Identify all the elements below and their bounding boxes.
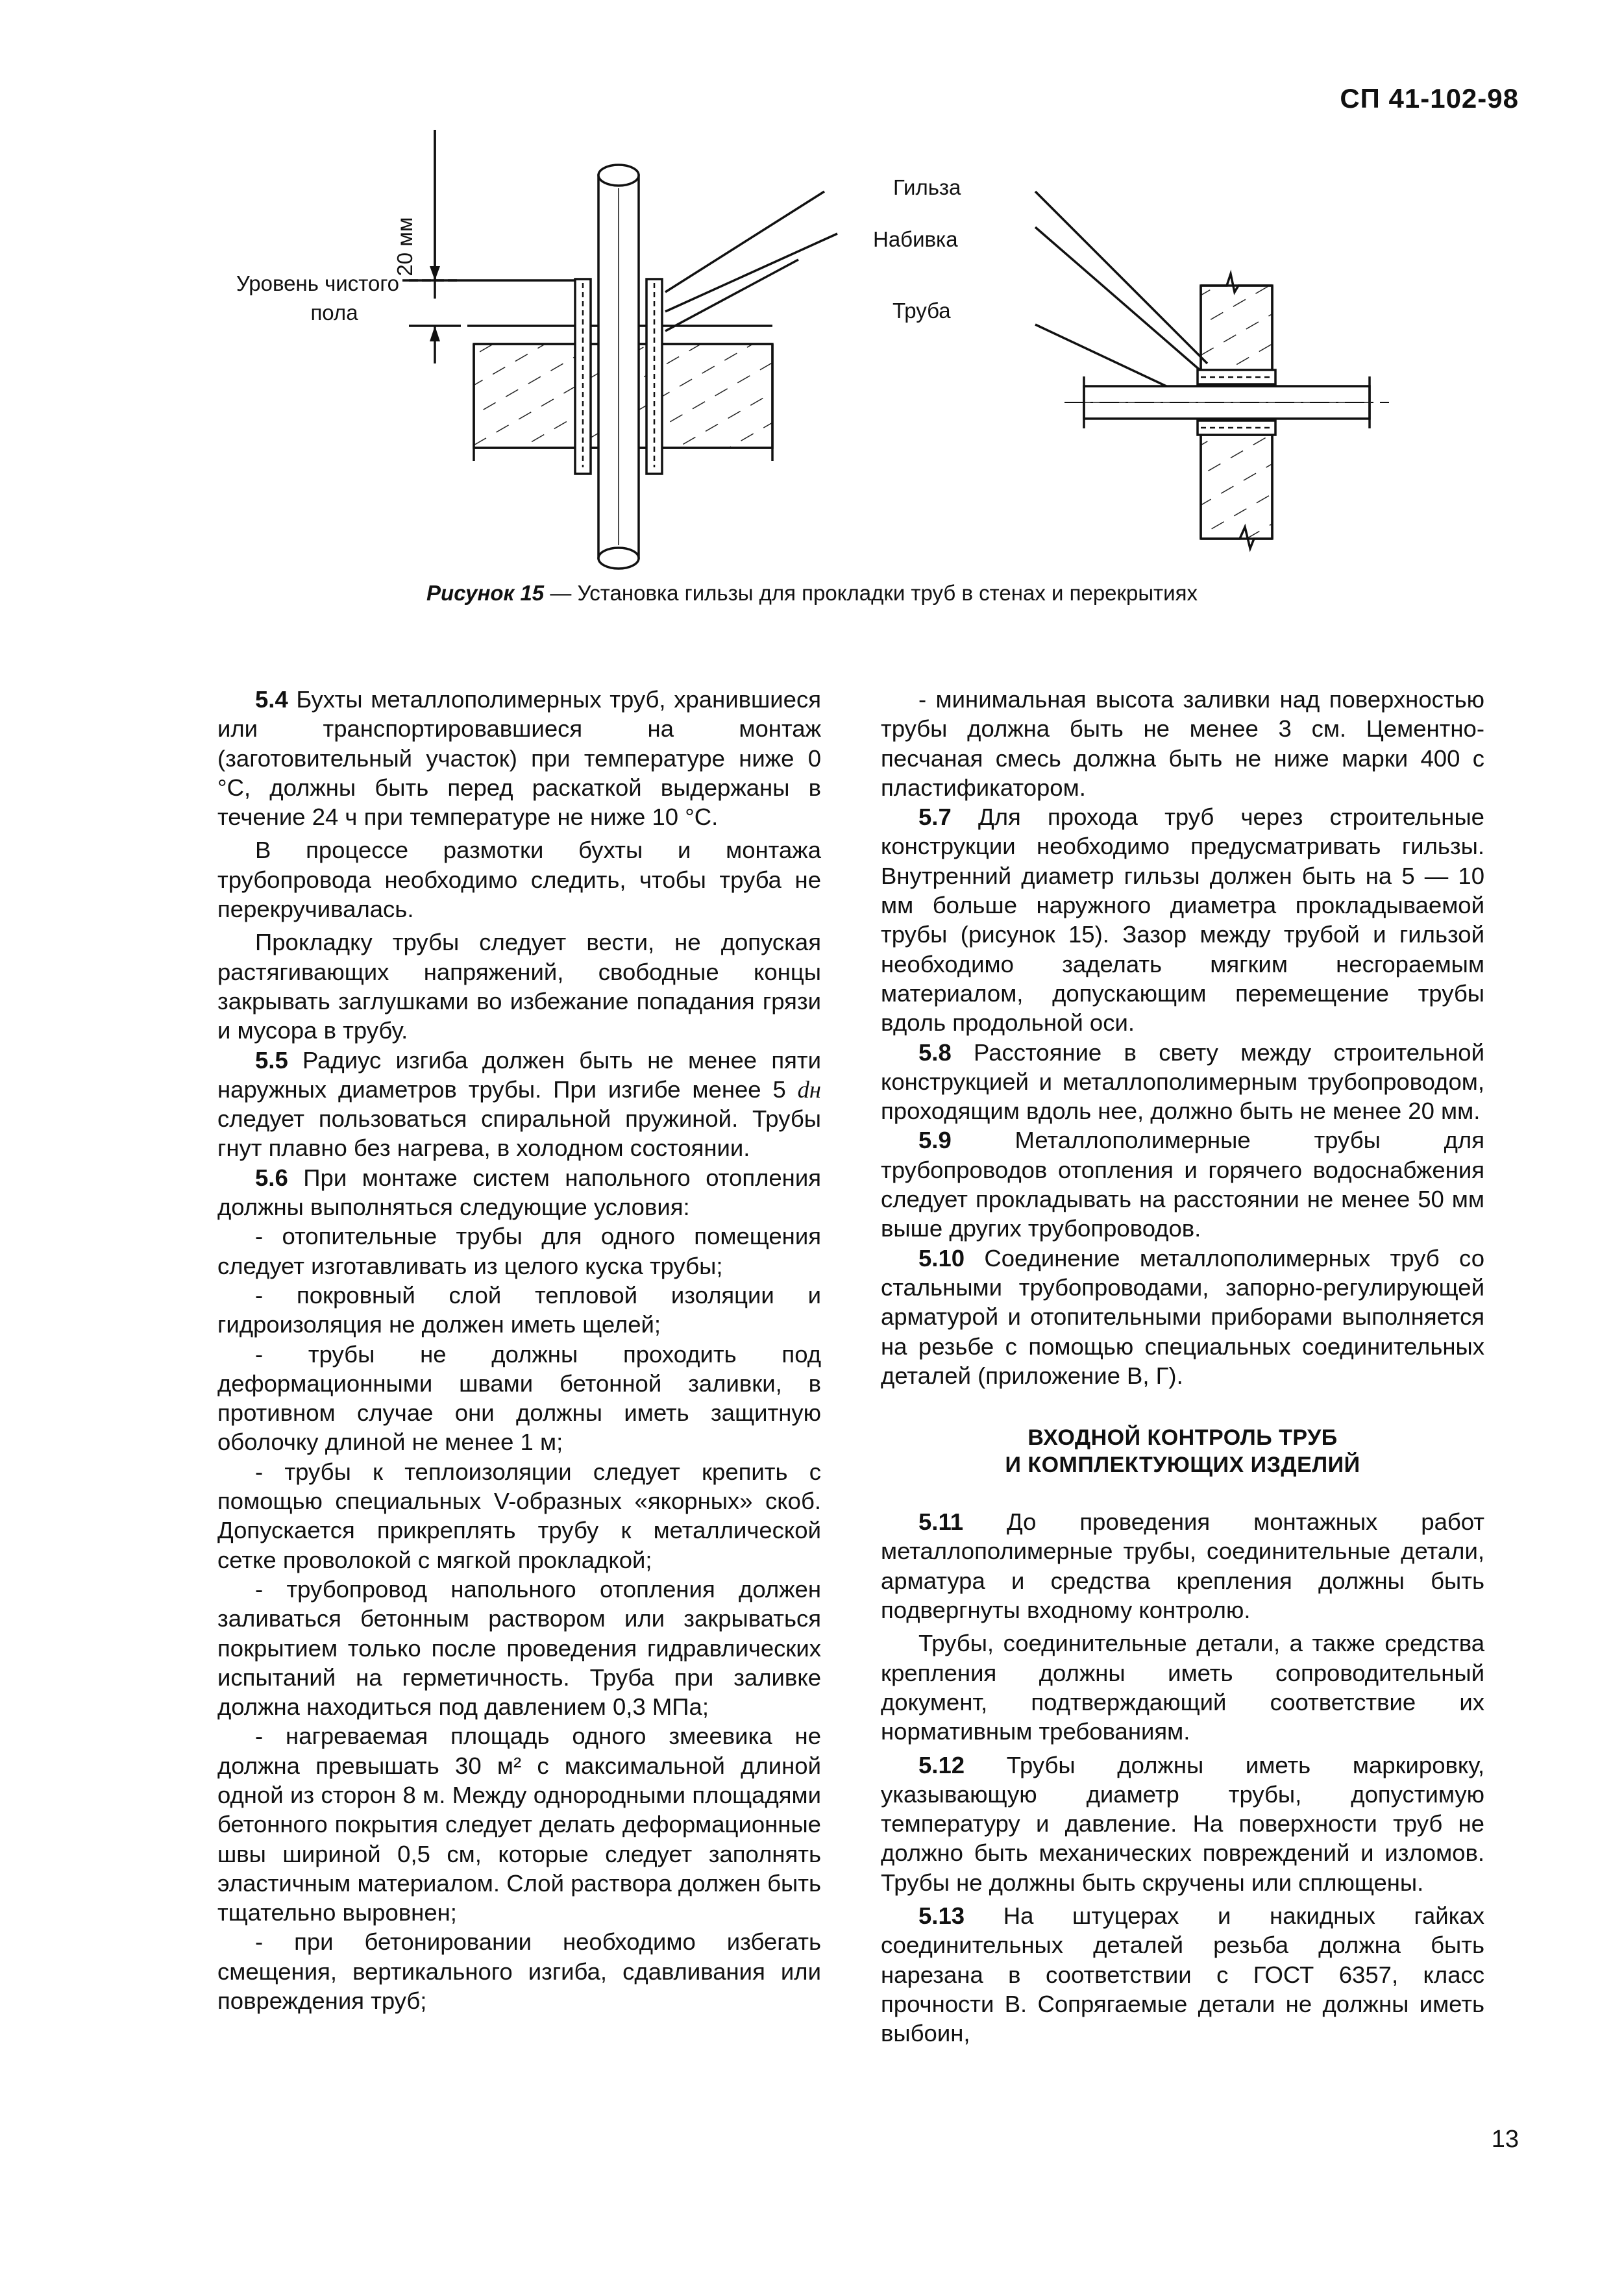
paragraph: Прокладку трубы следует вести, не допуская растягивающих напряжений, свободные концы закрывать заглушками во избежание попадания грязи и мусора в трубу.: [217, 929, 821, 1044]
section-heading-line2: И КОМПЛЕКТУЮЩИХ ИЗДЕЛИЙ: [1005, 1453, 1360, 1478]
clause-number: 5.5: [255, 1046, 288, 1074]
paragraph: Трубы, соединительные детали, а также средства крепления должны иметь сопроводительный документ, подтверждающий соответствие их нормативным требованиям.: [881, 1630, 1484, 1745]
paragraph-text: Расстояние в свету между строительной конструкцией и металлополимерным трубопроводом, проходящим вдоль нее, должно быть не менее 20 мм.: [881, 1039, 1484, 1125]
list-item: - трубопровод напольного отопления должен заливаться бетонным раствором или закрываться покрытием только после проведения гидравлических испытаний на герметичность. Труба при заливке должна находиться под давлением 0,3 МПа;: [217, 1575, 821, 1721]
sleeve-label: Гильза: [893, 175, 961, 199]
list-item: - минимальная высота заливки над поверхностью трубы должна быть не менее 3 см. Цементно-песчаная смесь должна быть не ниже марки 400 с пластификатором.: [881, 686, 1484, 801]
figure-drawing: [188, 130, 1434, 584]
figure-sleeve-installation: [188, 130, 1434, 584]
paragraph: В процессе размотки бухты и монтажа трубопровода необходимо следить, чтобы труба не перекручивалась.: [217, 837, 821, 923]
figure-caption: [65, 581, 1559, 606]
clause-number: 5.10: [918, 1244, 965, 1272]
paragraph-text: До проведения монтажных работ металлополимерные трубы, соединительные детали, арматура и средства крепления должны быть подвергнуты входному контролю.: [881, 1508, 1484, 1624]
page-number: 13: [1491, 2126, 1519, 2153]
paragraph-5-8: [881, 1038, 1484, 1126]
list-item: - покровный слой тепловой изоляции и гидроизоляция не должен иметь щелей;: [217, 1281, 821, 1338]
paragraph-5-4: [217, 685, 821, 831]
clause-number: 5.7: [918, 804, 952, 831]
left-column: [217, 685, 821, 2015]
paragraph-5-13: [881, 1901, 1484, 2048]
clause-number: 5.13: [918, 1902, 965, 1929]
paragraph-text: При монтаже систем напольного отопления должны выполняться следующие условия:: [217, 1164, 821, 1221]
floor-level-label-line2: пола: [310, 301, 358, 325]
packing-label: Набивка: [873, 227, 958, 251]
paragraph-5-11: [881, 1507, 1484, 1625]
figure-caption-label: Рисунок 15: [426, 581, 545, 605]
paragraph-text: Металлополимерные трубы для трубопроводов отопления и горячего водоснабжения следует прокладывать на расстоянии не менее 50 мм выше других трубопроводов.: [881, 1127, 1484, 1242]
clause-number: 5.11: [918, 1508, 964, 1536]
paragraph-text: Бухты металлополимерных труб, хранившиеся или транспортировавшиеся на монтаж (заготовительный участок) при температуре ниже 0 °С, должны быть перед раскаткой выдержаны в течение 24 ч при температуре не ниже 10 °С.: [217, 686, 821, 831]
pipe-label: Труба: [892, 299, 951, 323]
paragraph-text: Трубы должны иметь маркировку, указывающую диаметр трубы, допустимую температуру и давление. На поверхности труб не должно быть механических повреждений и изломов. Трубы не должны быть скручены или сплющены.: [881, 1751, 1484, 1896]
list-item: - нагреваемая площадь одного змеевика не должна превышать 30 м² с максимальной длиной одной из сторон 8 м. Между однородными площадями бетонного покрытия следует делать деформационные швы шириной 0,5 см, которые следует заполнять эластичным материалом. Слой раствора должен быть тщательно выровнен;: [217, 1723, 821, 1926]
paragraph-5-6: [217, 1163, 821, 1222]
list-item: - трубы не должны проходить под деформационными швами бетонной заливки, в противном случае они должны иметь защитную оболочку длиной не менее 1 м;: [217, 1340, 821, 1456]
list-item: - отопительные трубы для одного помещения следует изготавливать из целого куска трубы;: [217, 1223, 821, 1279]
list-item: - при бетонировании необходимо избегать смещения, вертикального изгиба, сдавливания или повреждения труб;: [217, 1928, 821, 2015]
right-column: [881, 685, 1484, 2048]
paragraph-5-5: [217, 1046, 821, 1163]
section-heading: [881, 1424, 1484, 1479]
clause-number: 5.12: [918, 1751, 965, 1778]
document-code: СП 41-102-98: [1340, 83, 1519, 114]
clause-number: 5.9: [918, 1127, 952, 1154]
clause-number: 5.6: [255, 1164, 288, 1191]
figure-caption-text: — Установка гильзы для прокладки труб в стенах и перекрытиях: [544, 581, 1198, 605]
paragraph-text: Соединение металлополимерных труб со стальными трубопроводами, запорно-регулирующей арматурой и отопительными приборами выполняется на резьбе с помощью специальных соединительных деталей (приложение В, Г).: [881, 1244, 1484, 1389]
paragraph-5-9: [881, 1125, 1484, 1243]
clause-number: 5.4: [255, 686, 288, 713]
paragraph-text: следует пользоваться спиральной пружиной. Трубы гнут плавно без нагрева, в холодном состоянии.: [217, 1105, 821, 1162]
floor-slab-drawing: [402, 130, 837, 569]
paragraph-text: Радиус изгиба должен быть не менее пяти наружных диаметров трубы. При изгибе менее 5: [217, 1046, 821, 1103]
clause-number: 5.8: [918, 1039, 952, 1066]
paragraph-text: На штуцерах и накидных гайках соединительных деталей резьба должна быть нарезана в соответствии с ГОСТ 6357, класс прочности В. Сопрягаемые детали не должны иметь выбоин,: [881, 1902, 1484, 2047]
paragraph-5-12: [881, 1751, 1484, 1897]
paragraph-5-7: [881, 802, 1484, 1037]
paragraph-5-10: [881, 1244, 1484, 1390]
section-heading-line1: ВХОДНОЙ КОНТРОЛЬ ТРУБ: [1027, 1425, 1338, 1451]
dn-symbol: dн: [797, 1075, 821, 1103]
paragraph-text: Для прохода труб через строительные конструкции необходимо предусматривать гильзы. Внутренний диаметр гильзы должен быть на 5 — 10 мм больше наружного диаметра прокладываемой трубы (рисунок 15). Зазор между трубой и гильзой необходимо заделать мягким несгораемым материалом, допускающим перемещение трубы вдоль продольной оси.: [881, 804, 1484, 1037]
floor-level-label-line1: Уровень чистого: [236, 271, 399, 295]
dimension-label: 20 мм: [393, 217, 417, 277]
list-item: - трубы к теплоизоляции следует крепить с помощью специальных V-образных «якорных» скоб. Допускается прикреплять трубу к металлической сетке проволокой с мягкой прокладкой;: [217, 1458, 821, 1573]
wall-drawing: [1035, 191, 1389, 548]
